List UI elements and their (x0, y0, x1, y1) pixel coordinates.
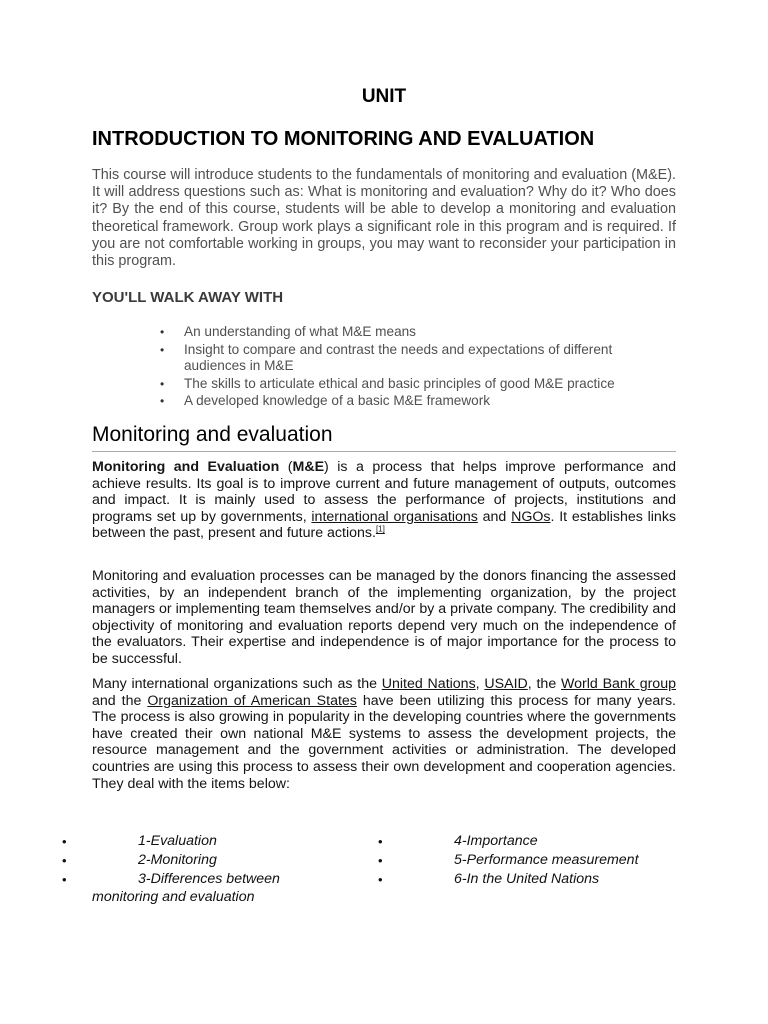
toc-item[interactable]: • 3-Differences between monitoring and evaluation (62, 871, 280, 905)
bullet-icon: • (160, 325, 165, 339)
link-international-organisations[interactable]: international organisations (311, 508, 478, 525)
list-item: • A developed knowledge of a basic M&E framework (160, 393, 491, 409)
link-ngos[interactable]: NGOs (511, 508, 551, 525)
bullet-icon: • (160, 342, 165, 357)
section-heading: Monitoring and evaluation (92, 423, 676, 452)
link-organization-of-american-states[interactable]: Organization of American States (147, 692, 357, 709)
bullet-icon: • (378, 853, 383, 868)
toc-right-column (378, 832, 678, 889)
bullet-icon: • (378, 834, 383, 849)
link-united-nations[interactable]: United Nations (381, 676, 476, 692)
intro-paragraph: This course will introduce students to the fundamentals of monitoring and evaluation (M&E). It will address questions such as: What is monitoring and evaluation? Why do it? Who does it? By the end of this course, students will be able to develop a monitoring and evaluation theoretical framework. Group work plays a significant role in this program and is required. If you are not comfortable working in groups, you may want to reconsider your participation in this program. (92, 167, 676, 270)
reference-link[interactable]: [1] (375, 524, 385, 534)
toc-item[interactable]: • 6-In the United Nations (378, 871, 600, 887)
toc-item[interactable]: • 5-Performance measurement (378, 852, 639, 868)
walk-away-heading: YOU'LL WALK AWAY WITH (92, 289, 284, 306)
toc-item[interactable]: • 4-Importance (378, 833, 538, 849)
unit-label: UNIT (361, 86, 407, 107)
walk-away-list (160, 324, 660, 411)
abbr-bold: M&E (292, 459, 325, 475)
toc-left-column (62, 832, 312, 906)
bullet-icon: • (62, 872, 67, 887)
bullet-icon: • (62, 853, 67, 868)
toc-item[interactable]: • 2-Monitoring (62, 852, 217, 868)
list-item: • Insight to compare and contrast the needs and expectations of different audiences in M&E (160, 341, 613, 373)
bullet-icon: • (378, 872, 383, 887)
list-item: • The skills to articulate ethical and basic principles of good M&E practice (160, 375, 615, 391)
bullet-icon: • (160, 394, 165, 409)
term-bold: Monitoring and Evaluation (92, 459, 280, 475)
toc-item[interactable]: • 1-Evaluation (62, 833, 217, 849)
body-paragraph-3: Many international organizations such as the United Nations, USAID, the World Bank group and the Organization of American States have been utilizing this process for many years. The process is also growing in popularity in the developing countries where the governments have created their own national M&E systems to assess the development projects, the resource management and the government activities or administration. The developed countries are using this process to assess their own development and cooperation agencies. They deal with the items below: (92, 676, 676, 792)
bullet-icon: • (160, 376, 165, 391)
bullet-icon: • (62, 834, 67, 849)
body-paragraph-2: Monitoring and evaluation processes can be managed by the donors financing the assessed activities, by an independent branch of the implementing organization, by the project managers or implementing team themselves and/or by a private company. The credibility and objectivity of monitoring and evaluation reports depend very much on the independence of the evaluators. Their expertise and independence is of major importance for the process to be successful. (92, 568, 676, 667)
page-title: INTRODUCTION TO MONITORING AND EVALUATION (92, 128, 595, 150)
body-paragraph-1: Monitoring and Evaluation (M&E) is a process that helps improve performance and achieve results. Its goal is to improve current and future management of outputs, outcomes and impact. It is mainly used to assess the performance of projects, institutions and programs set up by governments, international organisations and NGOs. It establishes links between the past, present and future actions.[1] (92, 459, 677, 542)
list-item: • An understanding of what M&E means (160, 324, 416, 339)
link-usaid[interactable]: USAID (484, 676, 528, 692)
link-world-bank-group[interactable]: World Bank group (561, 676, 676, 692)
